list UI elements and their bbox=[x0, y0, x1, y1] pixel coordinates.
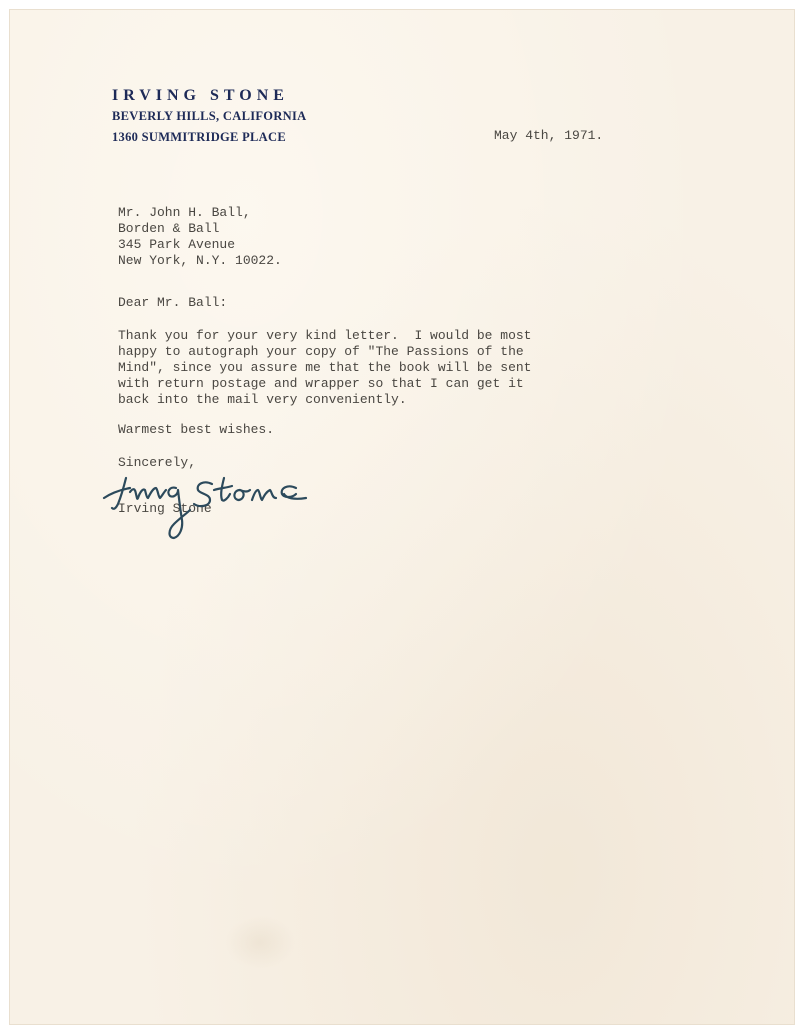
body-line: Thank you for your very kind letter. I would be most bbox=[118, 328, 532, 343]
handwritten-signature bbox=[100, 464, 330, 544]
body-line: Mind", since you assure me that the book will be sent bbox=[118, 360, 532, 375]
recipient-firm: Borden & Ball bbox=[118, 221, 220, 236]
body-line: back into the mail very conveniently. bbox=[118, 392, 407, 407]
letter-body bbox=[118, 328, 531, 408]
salutation: Dear Mr. Ball: bbox=[118, 295, 228, 310]
recipient-address bbox=[118, 205, 282, 269]
letter-page bbox=[10, 10, 794, 1024]
recipient-name: Mr. John H. Ball, bbox=[118, 205, 251, 220]
letterhead-street: 1360 SUMMITRIDGE PLACE bbox=[112, 130, 286, 144]
paper-stain bbox=[225, 915, 295, 970]
typed-signatory-name: Irving Stone bbox=[118, 501, 212, 516]
letterhead-city: BEVERLY HILLS, CALIFORNIA bbox=[112, 109, 307, 123]
letterhead bbox=[112, 86, 306, 148]
letterhead-name: IRVING STONE bbox=[112, 87, 289, 104]
recipient-street: 345 Park Avenue bbox=[118, 237, 236, 252]
sign-off: Sincerely, bbox=[118, 455, 197, 470]
letter-date: May 4th, 1971. bbox=[494, 128, 604, 143]
body-line: happy to autograph your copy of "The Passions of the bbox=[118, 344, 524, 359]
body-line: with return postage and wrapper so that I can get it bbox=[118, 376, 524, 391]
closing-line: Warmest best wishes. bbox=[118, 422, 275, 437]
recipient-city: New York, N.Y. 10022. bbox=[118, 253, 282, 268]
